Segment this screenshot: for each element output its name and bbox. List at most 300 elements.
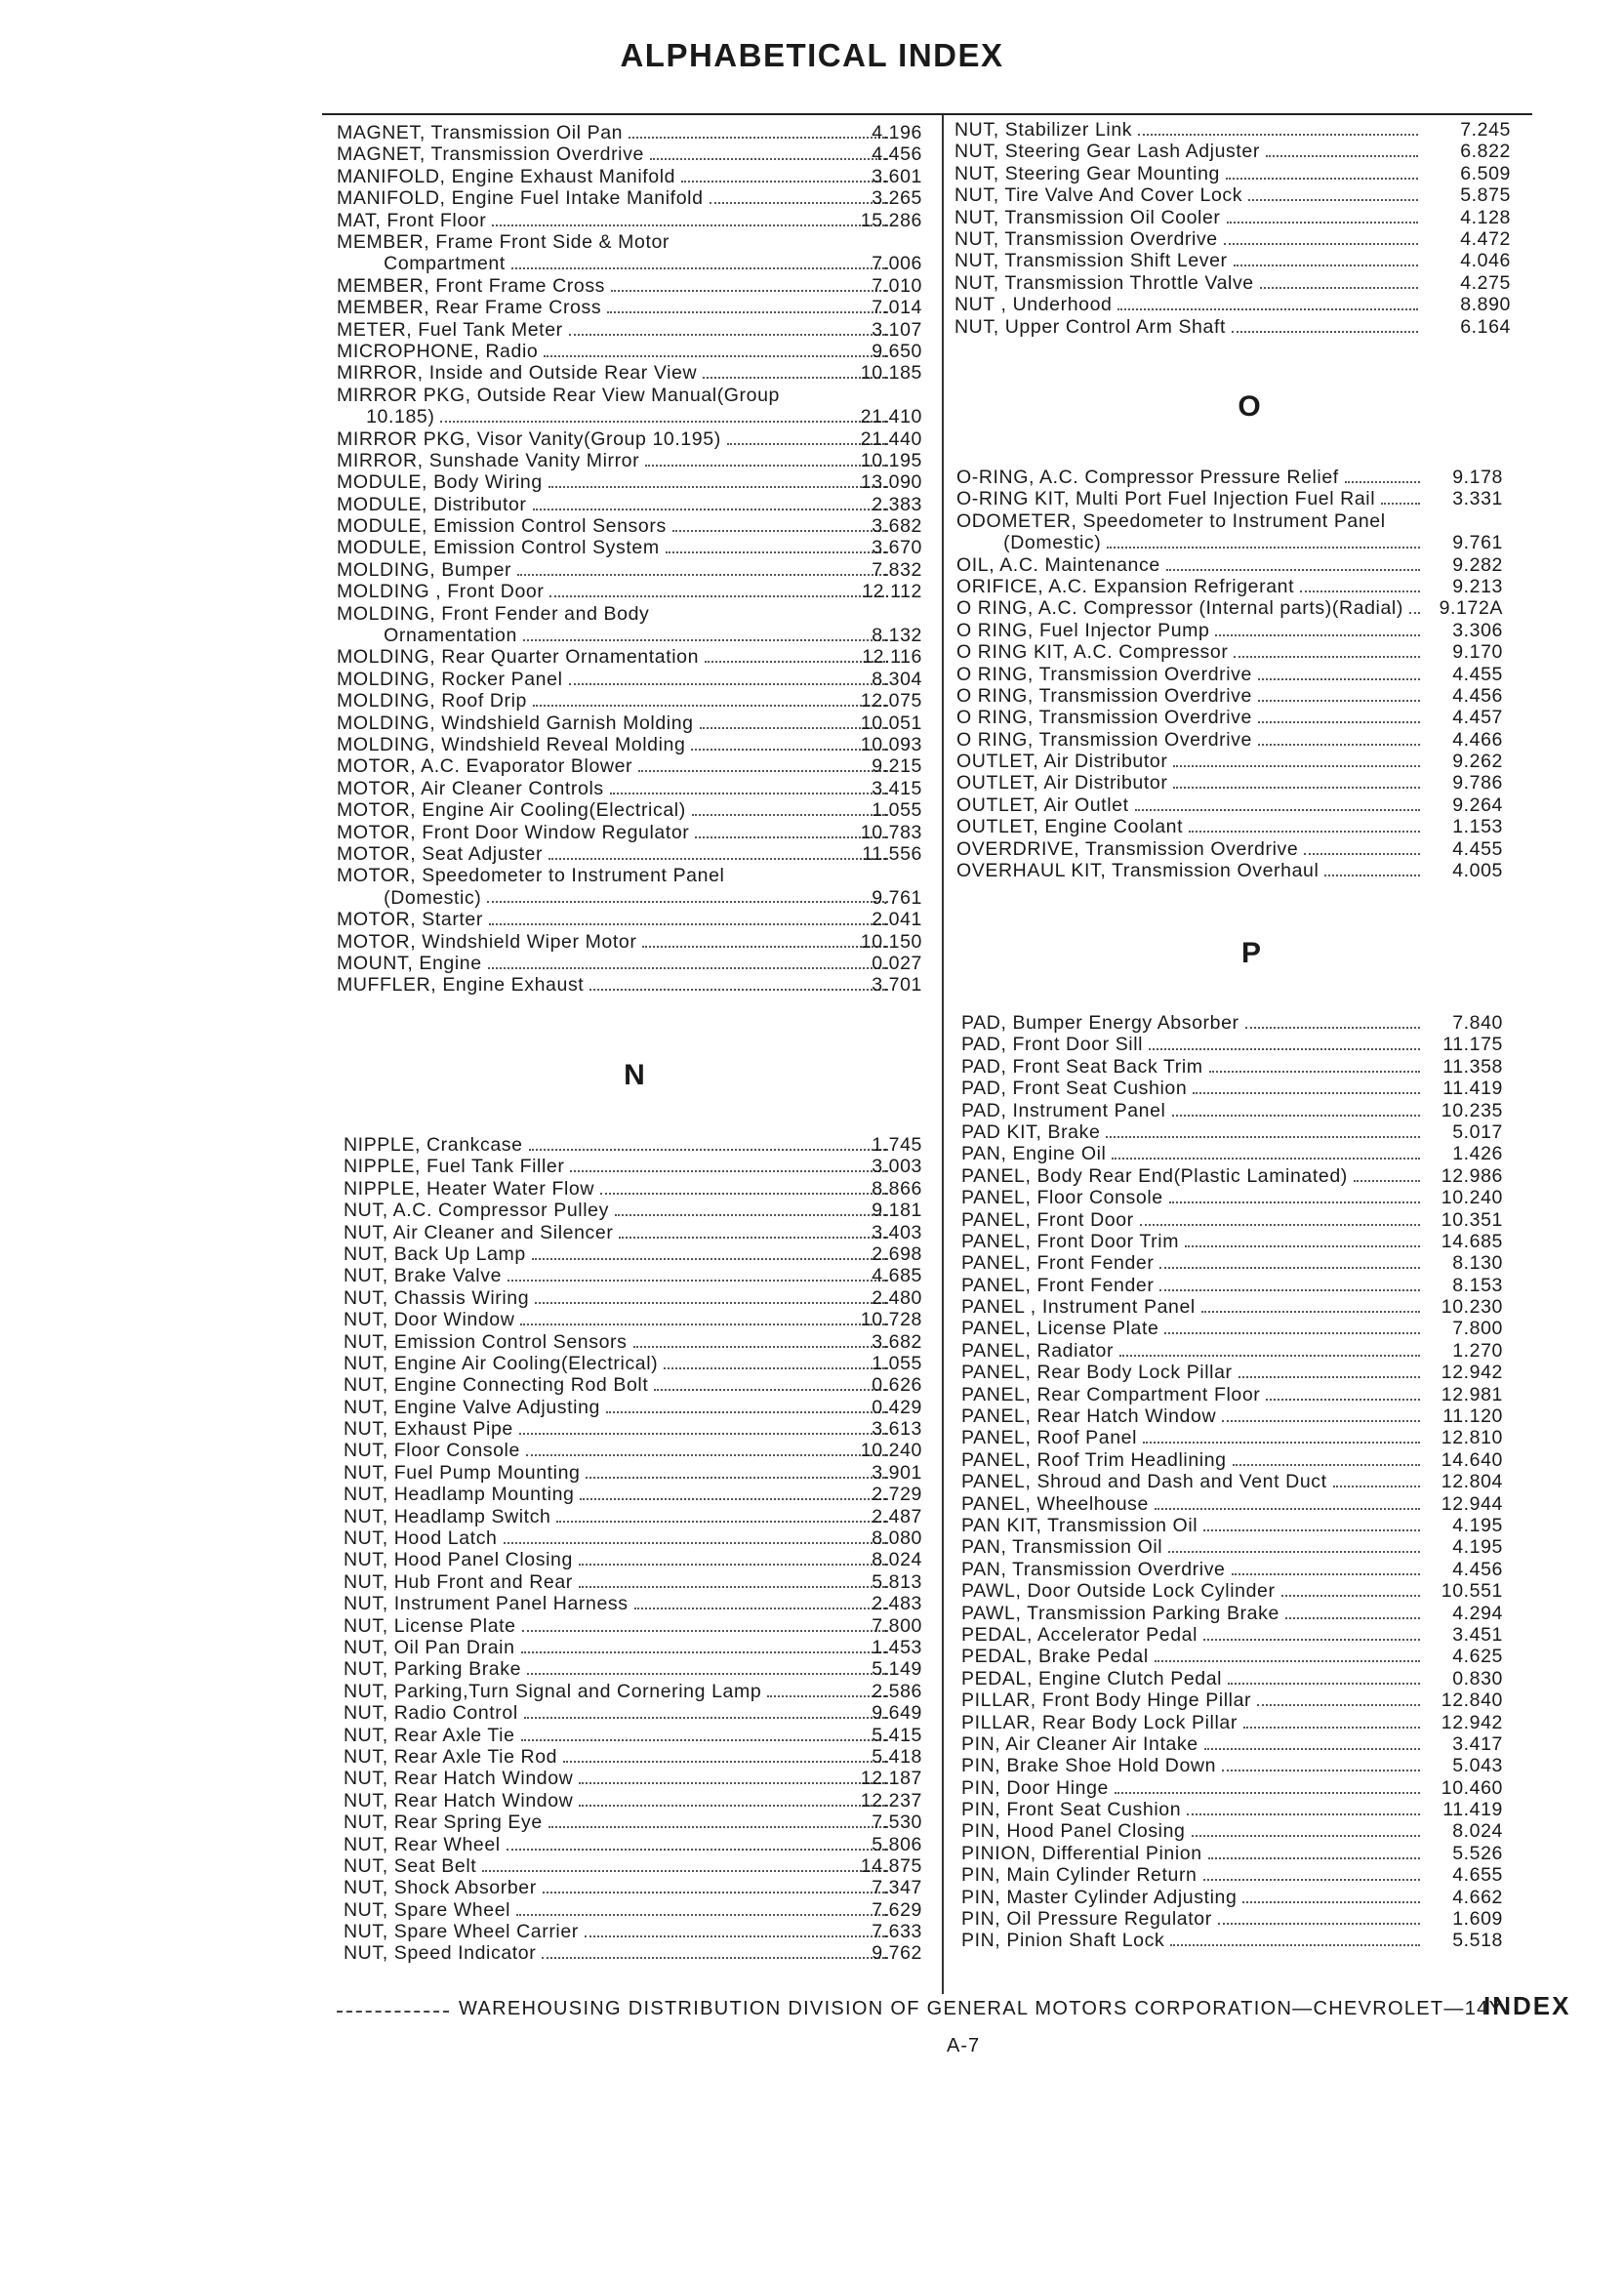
dot-leader <box>1149 1048 1420 1050</box>
entry-page-number: 12.187 <box>860 1768 922 1790</box>
entry-name: MICROPHONE, Radio <box>337 340 539 362</box>
entry-page-number: 10.230 <box>1441 1296 1503 1319</box>
entry-name: NUT, Speed Indicator <box>344 1942 537 1965</box>
entry-name: MODULE, Body Wiring <box>337 471 543 494</box>
entry-page-number: 3.682 <box>872 515 922 538</box>
entry-page-number: 4.455 <box>1452 663 1503 685</box>
entry-name: MOTOR, Air Cleaner Controls <box>337 777 604 799</box>
entry-name: NUT, Parking,Turn Signal and Cornering Lamp <box>344 1680 762 1702</box>
entry-page-number: 1.426 <box>1452 1143 1503 1165</box>
dot-leader <box>1107 547 1420 549</box>
entry-name: NUT, Emission Control Sensors <box>344 1330 628 1353</box>
entry-page-number: 7.840 <box>1452 1012 1503 1034</box>
entry-name: NUT, License Plate <box>344 1614 516 1637</box>
entry-page-number: 9.215 <box>872 755 922 778</box>
entry-name: NUT, Door Window <box>344 1309 515 1331</box>
entry-name: PIN, Front Seat Cushion <box>961 1799 1182 1821</box>
entry-page-number: 4.046 <box>1460 250 1511 272</box>
entry-name: PAD KIT, Brake <box>961 1120 1101 1143</box>
entry-page-number: 6.164 <box>1460 315 1511 338</box>
entry-name: NUT, Floor Console <box>344 1440 520 1462</box>
dot-leader <box>1242 1901 1420 1903</box>
dot-leader <box>1234 656 1420 658</box>
entry-page-number: 10.195 <box>860 449 922 471</box>
dot-leader <box>1203 1879 1420 1881</box>
entry-name: PAN, Engine Oil <box>961 1143 1107 1165</box>
dot-leader <box>1233 1464 1420 1466</box>
entry-name: NUT, Rear Hatch Window <box>344 1768 574 1790</box>
entry-page-number: 4.662 <box>1452 1886 1503 1908</box>
entry-name: OIL, A.C. Maintenance <box>956 553 1160 576</box>
entry-name: NUT, Shock Absorber <box>344 1877 537 1899</box>
entry-name: NIPPLE, Heater Water Flow <box>344 1177 595 1200</box>
dot-leader <box>1281 1595 1420 1597</box>
entry-page-number: 11.120 <box>1442 1405 1503 1428</box>
index-tab-label: INDEX <box>1483 1991 1571 2020</box>
entry-name: NUT, Oil Pan Drain <box>344 1636 515 1658</box>
entry-name: NUT, Rear Axle Tie Rod <box>344 1745 558 1768</box>
entry-page-number: 4.472 <box>1460 227 1511 250</box>
dot-leader <box>1209 1071 1420 1073</box>
entry-page-number: 10.235 <box>1441 1099 1503 1121</box>
entry-name: OUTLET, Air Distributor <box>956 772 1168 794</box>
entry-page-number: 3.451 <box>1452 1623 1503 1646</box>
entry-page-number: 13.090 <box>860 471 922 494</box>
entry-name: NUT, Exhaust Pipe <box>344 1418 513 1441</box>
entry-name: MODULE, Distributor <box>337 493 527 515</box>
dot-leader <box>1257 1704 1420 1706</box>
entry-page-number: 12.237 <box>860 1789 922 1812</box>
dot-leader <box>1155 1660 1420 1662</box>
dot-leader <box>1115 1792 1420 1794</box>
dot-leader <box>1222 1420 1420 1422</box>
dot-leader <box>1169 1201 1420 1203</box>
entry-name: PIN, Door Hinge <box>961 1776 1109 1799</box>
entry-name: MIRROR PKG, Visor Vanity(Group 10.195) <box>337 428 721 450</box>
entry-page-number: 9.761 <box>872 886 922 909</box>
entry-page-number: 10.460 <box>1441 1776 1503 1799</box>
entry-name: PANEL, Radiator <box>961 1339 1115 1362</box>
entry-name: OUTLET, Engine Coolant <box>956 816 1184 838</box>
entry-page-number: 2.383 <box>872 493 922 515</box>
entry-page-number: 12.840 <box>1441 1690 1503 1712</box>
entry-name: PAWL, Transmission Parking Brake <box>961 1602 1279 1624</box>
entry-page-number: 7.633 <box>872 1921 922 1943</box>
entry-page-number: 1.609 <box>1452 1908 1503 1931</box>
entry-name: OUTLET, Air Outlet <box>956 794 1129 816</box>
entry-page-number: 4.456 <box>1452 684 1503 707</box>
entry-name: MAT, Front Floor <box>337 209 487 231</box>
entry-page-number: 3.601 <box>872 165 922 187</box>
entry-page-number: 8.153 <box>1452 1274 1503 1296</box>
entry-name: NUT, A.C. Compressor Pulley <box>344 1200 609 1222</box>
entry-page-number: 2.487 <box>872 1505 922 1527</box>
entry-name: NIPPLE, Fuel Tank Filler <box>344 1156 565 1178</box>
entry-page-number: 0.429 <box>872 1396 922 1418</box>
entry-name: PANEL, Front Door <box>961 1208 1134 1231</box>
entry-page-number: 0.626 <box>872 1374 922 1397</box>
entry-page-number: 7.832 <box>872 558 922 581</box>
entry-name: PIN, Master Cylinder Adjusting <box>961 1886 1238 1908</box>
dot-leader <box>1193 1092 1420 1094</box>
entry-name: MEMBER, Rear Frame Cross <box>337 297 602 319</box>
dot-leader <box>1218 1923 1420 1925</box>
entry-name: MOLDING, Windshield Garnish Molding <box>337 712 694 734</box>
entry-name: O RING, Transmission Overdrive <box>956 684 1252 707</box>
dot-leader <box>1266 1399 1420 1401</box>
entry-name: PAD, Instrument Panel <box>961 1099 1166 1121</box>
entry-page-number: 2.483 <box>872 1593 922 1615</box>
entry-page-number: 4.455 <box>1452 837 1503 860</box>
entry-name: PANEL, Rear Hatch Window <box>961 1405 1217 1428</box>
entry-page-number: 10.240 <box>1441 1187 1503 1209</box>
entry-page-number: 9.761 <box>1452 532 1503 554</box>
dot-leader <box>1155 1508 1420 1510</box>
entry-page-number: 4.275 <box>1460 271 1511 294</box>
entry-name: PINION, Differential Pinion <box>961 1842 1202 1864</box>
entry-name: NUT, Hood Latch <box>344 1527 498 1550</box>
entry-page-number: 6.822 <box>1460 141 1511 163</box>
dot-leader <box>1266 155 1418 157</box>
entry-page-number: 10.783 <box>860 821 922 843</box>
entry-name: MOLDING, Rear Quarter Ornamentation <box>337 646 700 669</box>
dot-leader <box>1204 1748 1420 1750</box>
entry-page-number: 3.003 <box>872 1156 922 1178</box>
entry-name: NUT, Chassis Wiring <box>344 1286 530 1309</box>
entry-name: NUT, Engine Air Cooling(Electrical) <box>344 1352 659 1374</box>
entry-page-number: 0.027 <box>872 952 922 974</box>
entry-page-number: 10.185 <box>860 362 922 385</box>
entry-page-number: 4.625 <box>1452 1646 1503 1668</box>
entry-name: NUT, Engine Connecting Rod Bolt <box>344 1374 649 1397</box>
entry-name: NUT, Transmission Shift Lever <box>954 250 1228 272</box>
dot-leader <box>1304 853 1420 855</box>
entry-page-number: 12.942 <box>1441 1362 1503 1384</box>
entry-name: PANEL , Instrument Panel <box>961 1296 1196 1319</box>
entry-page-number: 7.347 <box>872 1877 922 1899</box>
entry-name: NUT, Headlamp Switch <box>344 1505 551 1527</box>
entry-name: NUT, Instrument Panel Harness <box>344 1593 629 1615</box>
entry-page-number: 12.804 <box>1441 1471 1503 1493</box>
entry-page-number: 7.800 <box>872 1614 922 1637</box>
entry-page-number: 11.556 <box>862 842 922 865</box>
dot-leader <box>1170 1944 1420 1946</box>
entry-page-number: 4.196 <box>872 122 922 143</box>
entry-name: MOTOR, Engine Air Cooling(Electrical) <box>337 799 686 822</box>
dot-leader <box>1232 1573 1420 1575</box>
entry-page-number: 7.245 <box>1460 119 1511 141</box>
entry-name: O-RING, A.C. Compressor Pressure Relief <box>956 467 1339 488</box>
entry-page-number: 3.901 <box>872 1461 922 1484</box>
entry-name: MAGNET, Transmission Oil Pan <box>337 122 624 143</box>
entry-name: PANEL, Shroud and Dash and Vent Duct <box>961 1471 1327 1493</box>
entry-name: NUT, Back Up Lamp <box>344 1242 526 1265</box>
entry-page-number: 3.107 <box>872 318 922 341</box>
entry-name: PAD, Front Seat Back Trim <box>961 1055 1203 1078</box>
entry-page-number: 3.265 <box>872 187 922 210</box>
entry-page-number: 5.806 <box>872 1833 922 1855</box>
entry-name: NUT, Engine Valve Adjusting <box>344 1396 600 1418</box>
dot-leader <box>1258 744 1420 746</box>
entry-name: NUT, Air Cleaner and Silencer <box>344 1221 614 1243</box>
entry-name: PANEL, Floor Console <box>961 1187 1163 1209</box>
entry-name: NUT, Spare Wheel <box>344 1898 511 1921</box>
entry-name: MOTOR, A.C. Evaporator Blower <box>337 755 633 778</box>
dot-leader <box>1138 134 1418 136</box>
entry-name: PANEL, Roof Panel <box>961 1427 1138 1449</box>
entry-name: NUT, Radio Control <box>344 1702 518 1725</box>
entry-page-number: 5.043 <box>1452 1755 1503 1777</box>
entry-name: MANIFOLD, Engine Fuel Intake Manifold <box>337 187 704 210</box>
entry-name: MIRROR, Sunshade Vanity Mirror <box>337 449 640 471</box>
entry-name: NIPPLE, Crankcase <box>344 1134 523 1156</box>
entry-page-number: 9.762 <box>872 1942 922 1965</box>
entry-name: PANEL, Roof Trim Headlining <box>961 1448 1227 1471</box>
entry-page-number: 4.456 <box>872 143 922 166</box>
entry-name: NUT, Rear Axle Tie <box>344 1724 515 1746</box>
entry-page-number: 4.456 <box>1452 1558 1503 1580</box>
entry-page-number: 3.417 <box>1452 1732 1503 1755</box>
dot-leader <box>440 421 888 423</box>
entry-page-number: 9.650 <box>872 340 922 362</box>
entry-page-number: 15.286 <box>860 209 922 231</box>
entry-name: PIN, Pinion Shaft Lock <box>961 1930 1165 1952</box>
entry-page-number: 2.041 <box>872 909 922 931</box>
entry-name: MOTOR, Starter <box>337 909 483 931</box>
entry-name: O-RING KIT, Multi Port Fuel Injection Fuel Rail <box>956 488 1376 510</box>
dot-leader <box>1243 1727 1420 1729</box>
entry-name: NUT, Upper Control Arm Shaft <box>954 315 1226 338</box>
entry-name: PIN, Brake Shoe Hold Down <box>961 1755 1217 1777</box>
entry-name: MOLDING, Windshield Reveal Molding <box>337 733 686 755</box>
entry-page-number: 9.178 <box>1452 467 1503 488</box>
entry-page-number: 3.670 <box>872 537 922 559</box>
entry-name: NUT, Spare Wheel Carrier <box>344 1921 579 1943</box>
entry-page-number: 14.640 <box>1441 1448 1503 1471</box>
entry-page-number: 7.530 <box>872 1812 922 1834</box>
dot-leader <box>1248 199 1418 201</box>
entry-name: O RING, Transmission Overdrive <box>956 663 1252 685</box>
entry-page-number: 8.024 <box>872 1549 922 1571</box>
dot-leader <box>1203 1639 1420 1641</box>
entry-name: NUT, Fuel Pump Mounting <box>344 1461 581 1484</box>
entry-name: MOUNT, Engine <box>337 952 482 974</box>
entry-page-number: 12.075 <box>860 690 922 712</box>
entry-name: MOTOR, Front Door Window Regulator <box>337 821 690 843</box>
entry-page-number: 1.453 <box>872 1636 922 1658</box>
entry-page-number: 10.150 <box>860 930 922 953</box>
entry-page-number: 4.466 <box>1452 728 1503 751</box>
entry-page-number: 8.890 <box>1460 294 1511 316</box>
entry-page-number: 3.415 <box>872 777 922 799</box>
entry-name: NUT, Parking Brake <box>344 1658 522 1681</box>
entry-name: O RING, A.C. Compressor (Internal parts)(Radial) <box>956 597 1403 620</box>
entry-page-number: 21.410 <box>860 406 922 428</box>
footer-text: WAREHOUSING DISTRIBUTION DIVISION OF GENERAL MOTORS CORPORATION—CHEVROLET—14Y <box>459 1998 1504 2019</box>
entry-page-number: 12.112 <box>862 581 922 603</box>
entry-page-number: 1.270 <box>1452 1339 1503 1362</box>
dot-leader <box>1166 569 1420 571</box>
entry-page-number: 10.728 <box>860 1309 922 1331</box>
entry-page-number: 14.685 <box>1441 1230 1503 1252</box>
entry-name: NUT, Steering Gear Lash Adjuster <box>954 141 1260 163</box>
entry-page-number: 9.786 <box>1452 772 1503 794</box>
dot-leader <box>1185 1245 1420 1247</box>
dot-leader <box>1238 1376 1420 1378</box>
entry-name: PAD, Front Door Sill <box>961 1034 1144 1056</box>
entry-name: PANEL, Front Fender <box>961 1274 1155 1296</box>
footer-dash <box>337 2011 449 2013</box>
section-letter-o: O <box>1238 390 1261 423</box>
entry-name: NUT, Hub Front and Rear <box>344 1570 573 1593</box>
entry-name: NUT, Tire Valve And Cover Lock <box>954 184 1243 207</box>
dot-leader <box>1285 1617 1420 1619</box>
entry-name: NUT, Transmission Throttle Valve <box>954 271 1254 294</box>
entry-page-number: 4.005 <box>1452 860 1503 882</box>
dot-leader <box>1119 1355 1420 1357</box>
dot-leader <box>1173 765 1420 767</box>
entry-page-number: 2.729 <box>872 1484 922 1506</box>
entry-page-number: 11.419 <box>1442 1078 1503 1100</box>
entry-name: NUT, Transmission Overdrive <box>954 227 1218 250</box>
entry-name: PANEL, Wheelhouse <box>961 1492 1149 1515</box>
entry-page-number: 8.132 <box>872 625 922 647</box>
entry-name: OUTLET, Air Distributor <box>956 751 1168 773</box>
dot-leader <box>1227 222 1418 224</box>
entry-name: PAN, Transmission Oil <box>961 1536 1163 1559</box>
entry-name: NUT, Seat Belt <box>344 1854 477 1877</box>
dot-leader <box>1215 634 1420 636</box>
entry-page-number: 4.294 <box>1452 1602 1503 1624</box>
entry-page-number: 5.813 <box>872 1570 922 1593</box>
entry-name: PAD, Front Seat Cushion <box>961 1078 1188 1100</box>
dot-leader <box>1222 1770 1420 1771</box>
entry-page-number: 2.586 <box>872 1680 922 1702</box>
entry-name: PEDAL, Accelerator Pedal <box>961 1623 1198 1646</box>
entry-page-number: 3.403 <box>872 1221 922 1243</box>
entry-name: PEDAL, Engine Clutch Pedal <box>961 1667 1223 1690</box>
entry-name: PANEL, Front Door Trim <box>961 1230 1180 1252</box>
entry-name: PANEL, Rear Compartment Floor <box>961 1383 1261 1405</box>
entry-page-number: 5.875 <box>1460 184 1511 207</box>
entry-page-number: 5.149 <box>872 1658 922 1681</box>
dot-leader <box>1172 1115 1420 1117</box>
entry-page-number: 10.093 <box>860 733 922 755</box>
entry-name: NUT, Stabilizer Link <box>954 119 1133 141</box>
entry-name: MIRROR PKG, Outside Rear View Manual(Group 10.185) <box>337 384 780 428</box>
entry-page-number: 2.480 <box>872 1286 922 1309</box>
entry-page-number: 7.629 <box>872 1898 922 1921</box>
entry-page-number: 6.509 <box>1460 162 1511 184</box>
entry-name: NUT, Brake Valve <box>344 1265 503 1287</box>
entry-name: NUT, Rear Wheel <box>344 1833 501 1855</box>
entry-page-number: 12.810 <box>1441 1427 1503 1449</box>
entry-page-number: 10.351 <box>1441 1208 1503 1231</box>
entry-name: MUFFLER, Engine Exhaust <box>337 974 585 997</box>
entry-page-number: 4.457 <box>1452 707 1503 729</box>
entry-name: O RING, Transmission Overdrive <box>956 707 1252 729</box>
entry-name: PEDAL, Brake Pedal <box>961 1646 1149 1668</box>
entry-name: ODOMETER, Speedometer to Instrument Panel (Domestic) <box>956 509 1386 554</box>
dot-leader <box>1228 1683 1420 1685</box>
entry-name: PAD, Bumper Energy Absorber <box>961 1012 1239 1034</box>
entry-name: MOTOR, Windshield Wiper Motor <box>337 930 637 953</box>
dot-leader <box>1258 678 1420 680</box>
entry-name: NUT , Underhood <box>954 294 1113 316</box>
entry-page-number: 8.866 <box>872 1177 922 1200</box>
entry-page-number: 9.213 <box>1452 575 1503 597</box>
entry-page-number: 5.418 <box>872 1745 922 1768</box>
entry-name: MOLDING, Bumper <box>337 558 512 581</box>
dot-leader <box>1173 787 1420 789</box>
entry-page-number: 1.055 <box>872 1352 922 1374</box>
entry-page-number: 12.942 <box>1441 1711 1503 1733</box>
entry-page-number: 9.172A <box>1439 597 1503 620</box>
dot-leader <box>1232 331 1418 333</box>
dot-leader <box>1258 721 1420 723</box>
dot-leader <box>1187 1813 1420 1815</box>
entry-page-number: 5.415 <box>872 1724 922 1746</box>
entry-name: PAN, Transmission Overdrive <box>961 1558 1226 1580</box>
entry-page-number: 9.264 <box>1452 794 1503 816</box>
entry-name: MIRROR, Inside and Outside Rear View <box>337 362 698 385</box>
entry-page-number: 4.195 <box>1452 1536 1503 1559</box>
dot-leader <box>1135 809 1420 811</box>
dot-leader <box>1189 831 1420 833</box>
entry-page-number: 7.800 <box>1452 1318 1503 1340</box>
entry-page-number: 7.010 <box>872 274 922 297</box>
entry-name: NUT, Steering Gear Mounting <box>954 162 1220 184</box>
entry-page-number: 4.128 <box>1460 206 1511 228</box>
dot-leader <box>1208 1857 1420 1859</box>
entry-page-number: 11.419 <box>1442 1799 1503 1821</box>
entry-name: NUT, Hood Panel Closing <box>344 1549 573 1571</box>
entry-name: PANEL, Rear Body Lock Pillar <box>961 1362 1233 1384</box>
entry-name: MOLDING, Roof Drip <box>337 690 528 712</box>
dot-leader <box>1234 265 1418 266</box>
entry-name: OVERHAUL KIT, Transmission Overhaul <box>956 860 1320 882</box>
entry-page-number: 8.130 <box>1452 1252 1503 1275</box>
entry-name: PIN, Hood Panel Closing <box>961 1820 1186 1843</box>
entry-page-number: 3.682 <box>872 1330 922 1353</box>
entry-page-number: 5.017 <box>1452 1120 1503 1143</box>
entry-page-number: 8.304 <box>872 668 922 690</box>
entry-page-number: 12.944 <box>1441 1492 1503 1515</box>
entry-page-number: 7.006 <box>872 253 922 275</box>
entry-name: NUT, Rear Spring Eye <box>344 1812 543 1834</box>
entry-name: MOLDING, Rocker Panel <box>337 668 563 690</box>
entry-name: MANIFOLD, Engine Exhaust Manifold <box>337 165 676 187</box>
entry-name: O RING, Transmission Overdrive <box>956 728 1252 751</box>
entry-page-number: 9.649 <box>872 1702 922 1725</box>
entry-name: NUT, Transmission Oil Cooler <box>954 206 1221 228</box>
entry-page-number: 11.358 <box>1442 1055 1503 1078</box>
entry-page-number: 4.685 <box>872 1265 922 1287</box>
entry-name: MOLDING, Front Fender and Body Ornamentation <box>337 602 650 647</box>
dot-leader <box>1159 1267 1420 1269</box>
entry-page-number: 8.080 <box>872 1527 922 1550</box>
section-letter-n: N <box>624 1059 645 1091</box>
entry-page-number: 4.195 <box>1452 1514 1503 1536</box>
dot-leader <box>1159 1289 1420 1291</box>
entry-name: METER, Fuel Tank Meter <box>337 318 563 341</box>
entry-page-number: 11.175 <box>1442 1034 1503 1056</box>
entry-name: ORIFICE, A.C. Expansion Refrigerant <box>956 575 1295 597</box>
entry-page-number: 12.116 <box>862 646 922 669</box>
entry-name: PILLAR, Front Body Hinge Pillar <box>961 1690 1252 1712</box>
entry-page-number: 3.331 <box>1452 488 1503 510</box>
dot-leader <box>1192 1835 1420 1837</box>
